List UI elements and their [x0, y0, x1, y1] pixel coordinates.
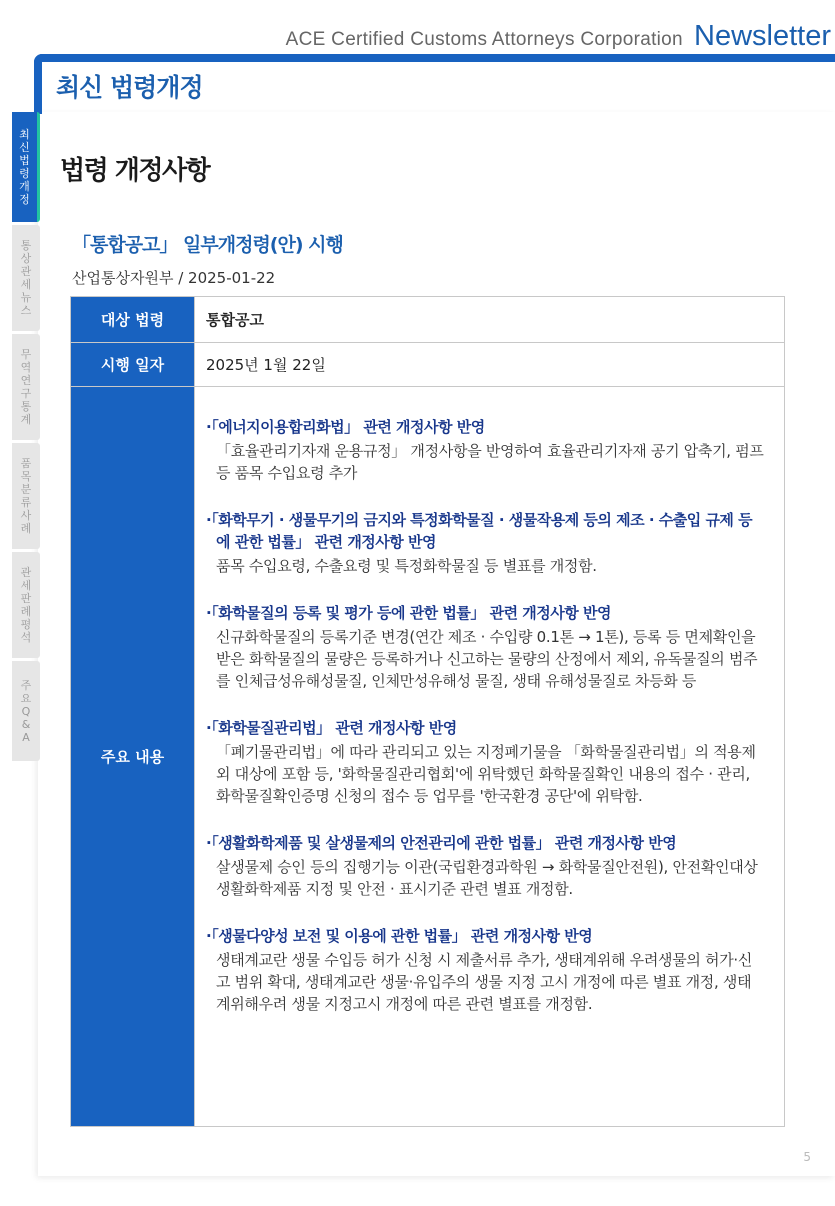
company-name: ACE Certified Customs Attorneys Corporation: [285, 29, 683, 50]
list-item: [206, 717, 764, 807]
newsletter-label: Newsletter: [694, 20, 831, 52]
frame-top-bar: [34, 54, 835, 62]
item-title: ·「에너지이용합리화법」 관련 개정사항 반영: [206, 418, 485, 436]
side-tab-label: 품 목 분 류 사 례: [20, 457, 32, 535]
date-value: 2025년 1월 22일: [195, 343, 785, 387]
date-label: 시행 일자: [71, 343, 195, 387]
item-title: ·「화학물질관리법」 관련 개정사항 반영: [206, 719, 457, 737]
side-tab-label: 무 역 연 구 통 계: [20, 348, 32, 426]
item-title: ·「화학물질의 등록 및 평가 등에 관한 법률」 관련 개정사항 반영: [206, 604, 611, 622]
notice-title: 「통합공고」 일부개정령(안) 시행: [72, 234, 343, 256]
side-tab-trade-news[interactable]: [12, 225, 40, 331]
side-tab-label: 주 요 Q & A: [20, 678, 32, 744]
side-tab-trade-stats[interactable]: [12, 334, 40, 440]
frame-left-bar: [34, 54, 42, 114]
content-cell: [195, 387, 785, 1127]
item-body: 「폐기물관리법」에 따라 관리되고 있는 지정폐기물을 「화학물질관리법」의 적용제외 대상에 포함 등, '화학물질관리협회'에 위탁했던 화학물질확인 내용의 접수 · 관리, 화학물질확인증명 신청의 접수 등 업무를 '한국환경 공단'에 위탁함.: [216, 743, 756, 805]
page-heading: 법령 개정사항: [60, 156, 210, 186]
side-tab-case-review[interactable]: [12, 552, 40, 658]
item-body: 살생물제 승인 등의 집행기능 이관(국립환경과학원 → 화학물질안전원), 안전확인대상생활화학제품 지정 및 안전 · 표시기준 관련 별표 개정함.: [216, 858, 758, 898]
side-tab-label: 최 신 법 령 개 정: [19, 128, 30, 206]
side-tabs: [12, 112, 40, 764]
table-row: [71, 387, 785, 1127]
list-item: [206, 509, 764, 577]
list-item: [206, 602, 764, 692]
side-tab-classification[interactable]: [12, 443, 40, 549]
item-body: 품목 수입요령, 수출요령 및 특정화학물질 등 별표를 개정함.: [216, 557, 597, 575]
side-tab-label: 관 세 판 례 평 석: [20, 566, 32, 644]
item-body: 생태계교란 생물 수입등 허가 신청 시 제출서류 추가, 생태계위해 우려생물의 허가·신고 범위 확대, 생태계교란 생물·유입주의 생물 지정 고시 개정에 따른 별표 개정, 생태계위해우려 생물 지정고시 개정에 따른 관련 별표를 개정함.: [216, 951, 753, 1013]
table-row: [71, 343, 785, 387]
page-number: 5: [803, 1150, 811, 1164]
side-tab-latest-law[interactable]: [12, 112, 40, 222]
side-tab-label: 통 상 관 세 뉴 스: [20, 239, 32, 317]
content-label: 주요 내용: [71, 387, 195, 1127]
list-item: [206, 416, 764, 484]
item-body: 신규화학물질의 등록기준 변경(연간 제조 · 수입량 0.1톤 → 1톤), 등록 등 면제확인을 받은 화학물질의 물량은 등록하거나 신고하는 물량의 산정에서 제외, 유독물질의 범주를 인체급성유해성물질, 인체만성유해성 물질, 생태 유해성물질로 차등화 등: [216, 628, 758, 690]
newsletter-header: [286, 20, 835, 53]
side-tab-qa[interactable]: [12, 661, 40, 761]
section-title: 최신 법령개정: [56, 73, 203, 102]
item-title: ·「화학무기 · 생물무기의 금지와 특정화학물질 · 생물작용제 등의 제조 · 수출입 규제 등에 관한 법률」 관련 개정사항 반영: [206, 511, 753, 551]
item-title: ·「생활화학제품 및 살생물제의 안전관리에 관한 법률」 관련 개정사항 반영: [206, 834, 677, 852]
law-label: 대상 법령: [71, 297, 195, 343]
law-value: 통합공고: [195, 297, 785, 343]
list-item: [206, 832, 764, 900]
table-row: [71, 297, 785, 343]
law-info-table: [70, 296, 785, 1127]
item-body: 「효율관리기자재 운용규정」 개정사항을 반영하여 효율관리기자재 공기 압축기, 펌프 등 품목 수입요령 추가: [216, 442, 764, 482]
notice-meta: 산업통상자원부 / 2025-01-22: [72, 269, 276, 287]
item-title: ·「생물다양성 보전 및 이용에 관한 법률」 관련 개정사항 반영: [206, 927, 593, 945]
list-item: [206, 925, 764, 1015]
